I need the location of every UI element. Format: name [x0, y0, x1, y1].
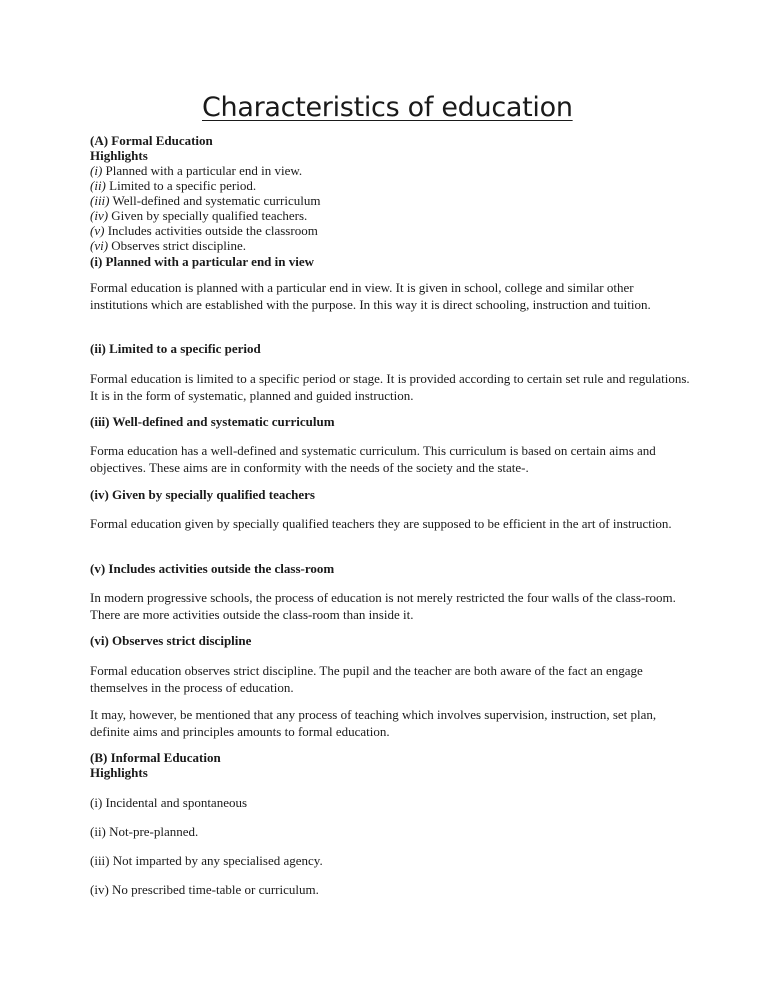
formal-highlights-block [90, 133, 690, 253]
highlight-text: Observes strict discipline. [111, 238, 246, 253]
section-heading: (v) Includes activities outside the class-room [90, 561, 335, 576]
highlight-number: (vi) [90, 238, 109, 253]
section-heading: (ii) Limited to a specific period [90, 341, 261, 356]
highlight-number: (iv) [90, 208, 109, 223]
section-heading: (vi) Observes strict discipline [90, 633, 252, 648]
informal-education-heading: (B) Informal Education [90, 750, 221, 765]
section-paragraph: Formal education given by specially qualified teachers they are supposed to be efficient in the art of instruction. [90, 516, 672, 531]
highlight-text: Includes activities outside the classroom [107, 223, 318, 238]
section-paragraph: Forma education has a well-defined and systematic curriculum. This curriculum is based on certain aims and objectives. These aims are in conformity with the needs of the society and the state-. [90, 443, 656, 475]
highlight-text: Given by specially qualified teachers. [111, 208, 308, 223]
highlight-item [90, 223, 690, 238]
closing-paragraph: It may, however, be mentioned that any process of teaching which involves supervision, instruction, set plan, definite aims and principles amounts to formal education. [90, 707, 657, 739]
highlight-text: Limited to a specific period. [109, 178, 257, 193]
formal-highlights-label: Highlights [90, 148, 148, 163]
highlight-number: (iii) [90, 193, 110, 208]
section-heading: (i) Planned with a particular end in view [90, 254, 315, 269]
highlight-text: Well-defined and systematic curriculum [112, 193, 321, 208]
section-paragraph: Formal education is planned with a particular end in view. It is given in school, college and similar other institutions which are established with the purpose. In this way it is direct schooling, instruction and tuition. [90, 280, 651, 312]
highlight-item [90, 163, 690, 178]
section-paragraph: In modern progressive schools, the process of education is not merely restricted the four walls of the class-room. There are more activities outside the class-room than inside it. [90, 590, 676, 622]
highlight-item [90, 208, 690, 223]
informal-highlights-label: Highlights [90, 765, 148, 780]
informal-item: (iii) Not imparted by any specialised agency. [90, 853, 323, 868]
highlight-item [90, 238, 690, 253]
page-title: Characteristics of education [202, 92, 573, 123]
section-heading: (iii) Well-defined and systematic curriculum [90, 414, 335, 429]
informal-item: (i) Incidental and spontaneous [90, 795, 248, 810]
highlight-item [90, 178, 690, 193]
highlight-text: Planned with a particular end in view. [105, 163, 303, 178]
section-paragraph: Formal education is limited to a specific period or stage. It is provided according to certain set rule and regulations. It is in the form of systematic, planned and guided instruction. [90, 371, 690, 403]
informal-item: (iv) No prescribed time-table or curriculum. [90, 882, 319, 897]
formal-education-heading: (A) Formal Education [90, 133, 213, 148]
section-heading: (iv) Given by specially qualified teachers [90, 487, 315, 502]
section-paragraph: Formal education observes strict discipline. The pupil and the teacher are both aware of the fact an engage themselves in the process of education. [90, 663, 643, 695]
informal-heading-block [90, 750, 690, 780]
highlight-item [90, 193, 690, 208]
highlight-number: (i) [90, 163, 103, 178]
highlight-number: (v) [90, 223, 105, 238]
highlight-number: (ii) [90, 178, 106, 193]
informal-item: (ii) Not-pre-planned. [90, 824, 199, 839]
